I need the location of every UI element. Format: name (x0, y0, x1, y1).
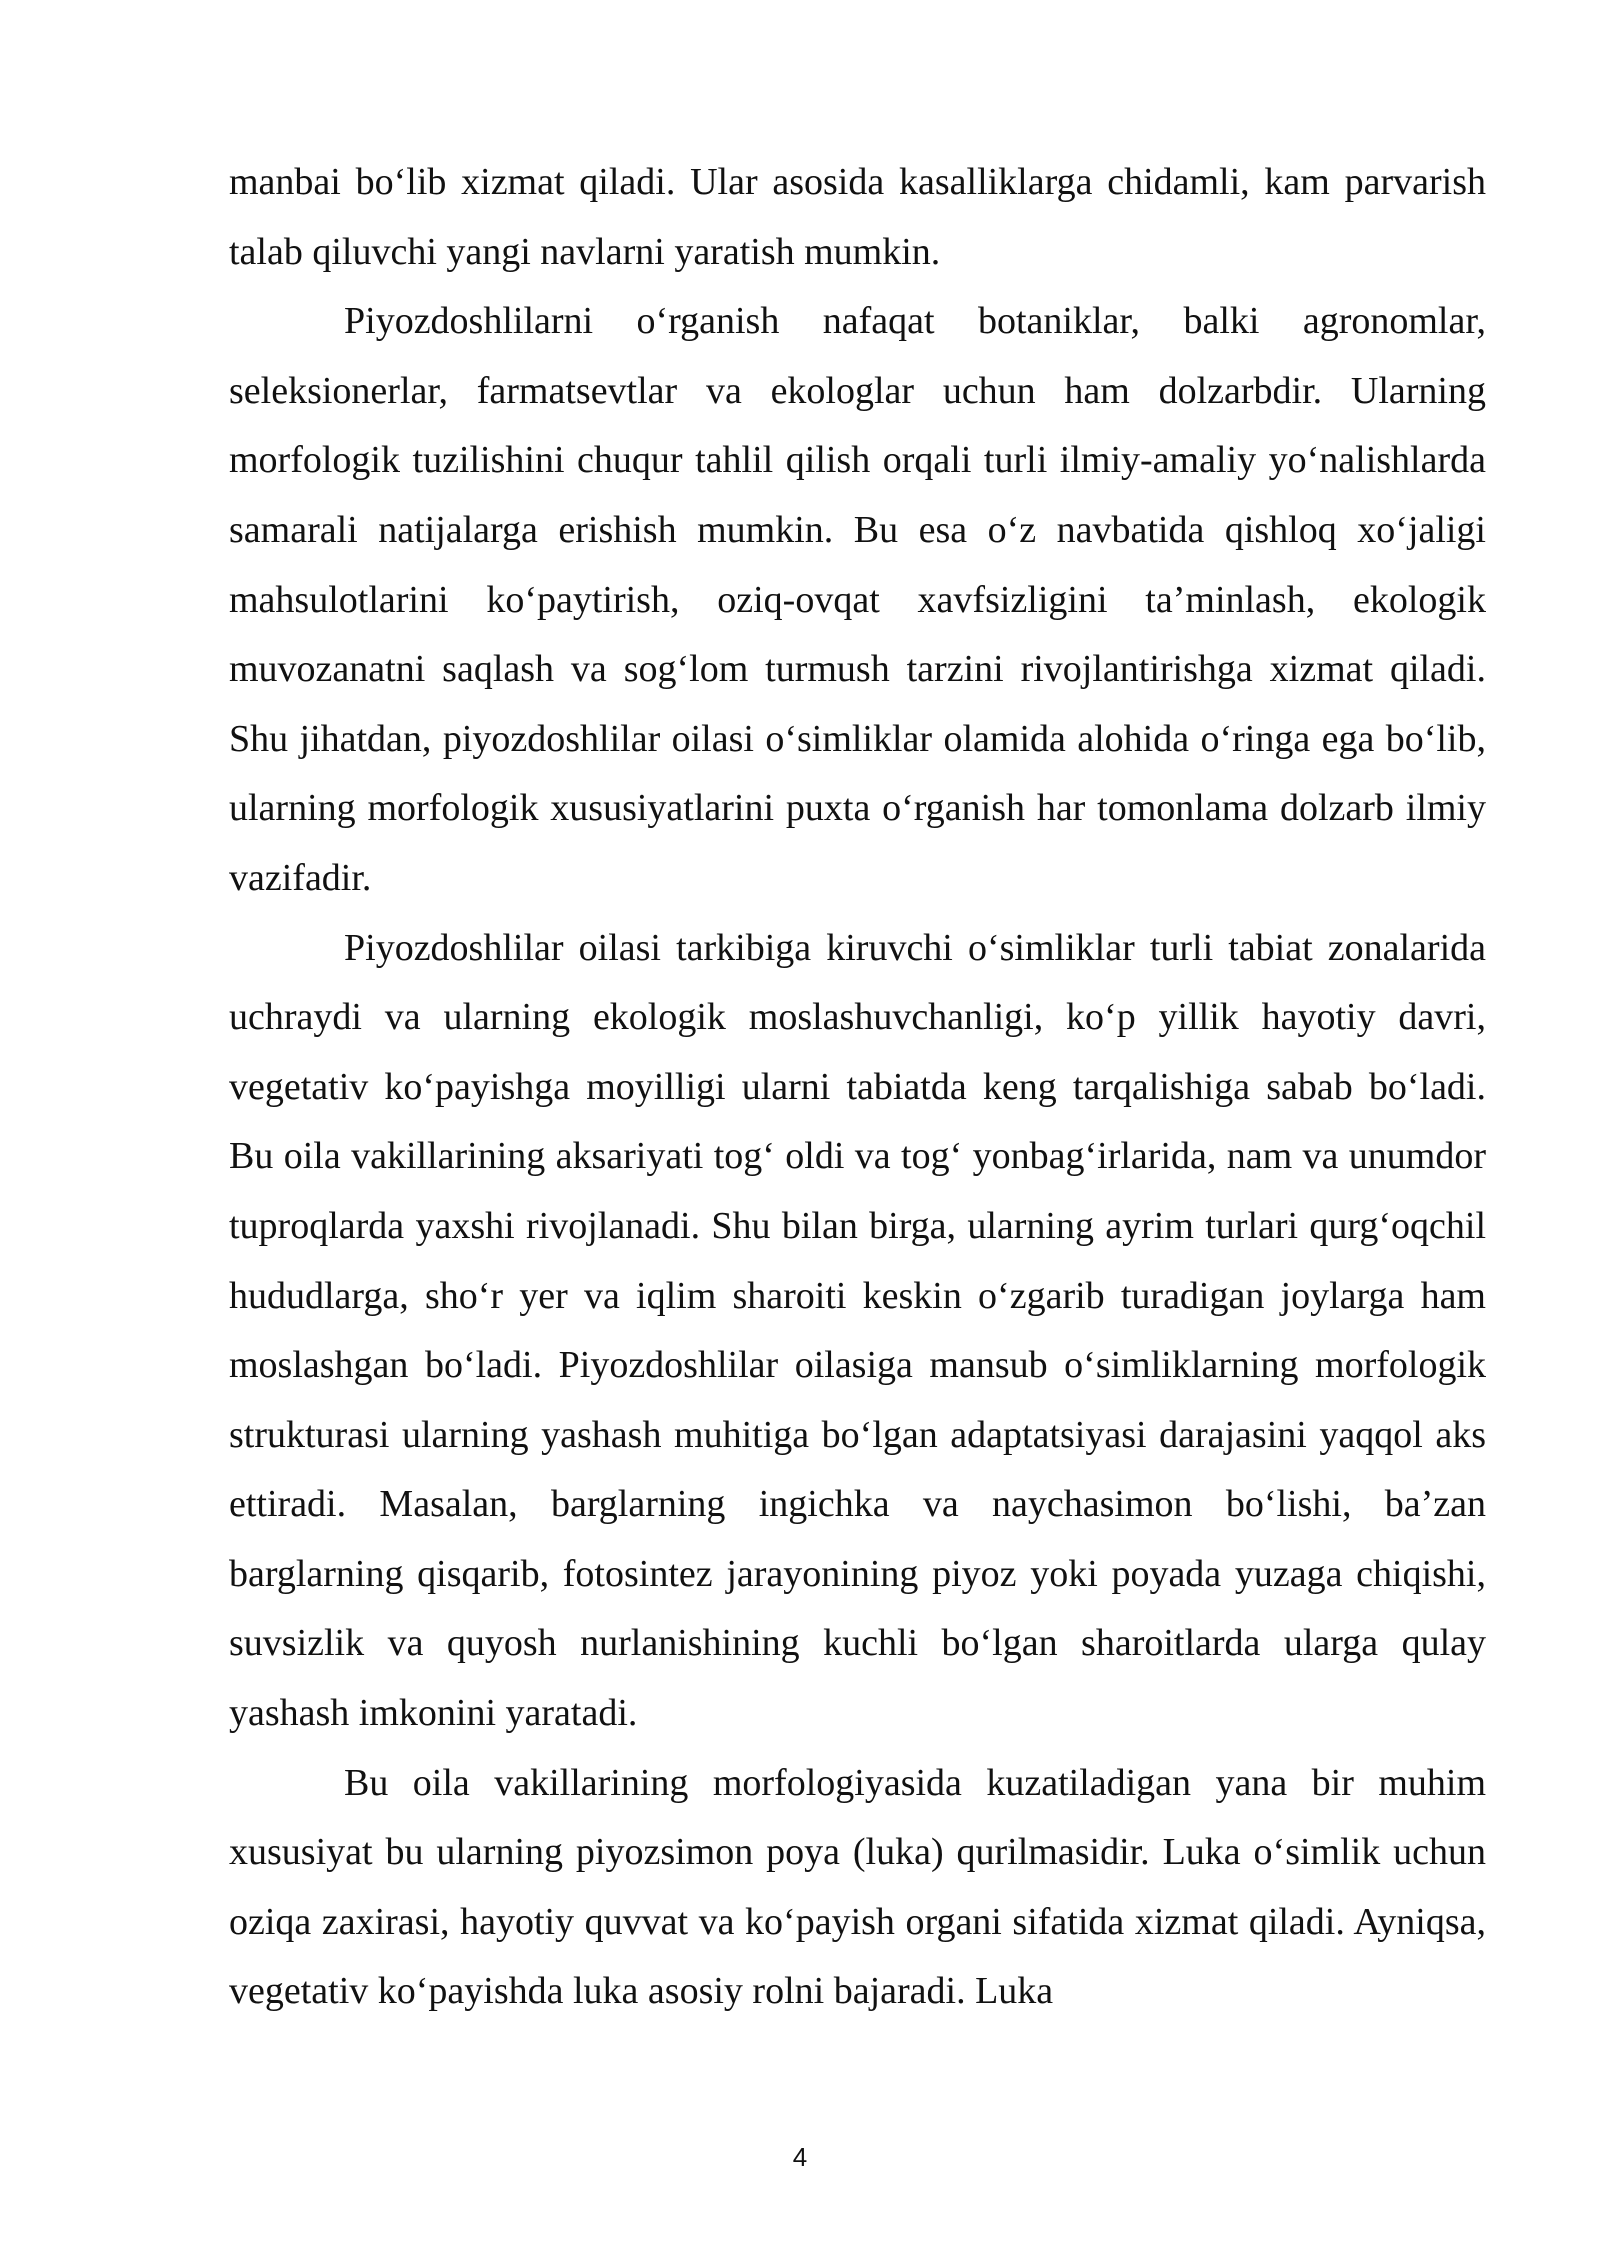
page-number: 4 (792, 2142, 808, 2172)
paragraph: Piyozdoshlilarni o‘rganish nafaqat botaniklar, balki agronomlar, seleksionerlar, farmatsevtlar va ekologlar uchun ham dolzarbdir. Ularning morfologik tuzilishini chuqur tahlil qilish orqali turli ilmiy-amaliy yo‘nalishlarda samarali natijalarga erishish mumkin. Bu esa o‘z navbatida qishloq xo‘jaligi mahsulotlarini ko‘paytirish, oziq-ovqat xavfsizligini ta’minlash, ekologik muvozanatni saqlash va sog‘lom turmush tarzini rivojlantirishga xizmat qiladi. Shu jihatdan, piyozdoshlilar oilasi o‘simliklar olamida alohida o‘ringa ega bo‘lib, ularning morfologik xususiyatlarini puxta o‘rganish har tomonlama dolzarb ilmiy vazifadir. (229, 300, 1486, 899)
body-text (229, 148, 1486, 2027)
paragraph: Bu oila vakillarining morfologiyasida kuzatiladigan yana bir muhim xususiyat bu ularning piyozsimon poya (luka) qurilmasidir. Luka o‘simlik uchun oziqa zaxirasi, hayotiy quvvat va ko‘payish organi sifatida xizmat qiladi. Ayniqsa, vegetativ ko‘payishda luka asosiy rolni bajaradi. Luka (229, 1761, 1486, 2013)
paragraph-continuation: manbai bo‘lib xizmat qiladi. Ular asosida kasalliklarga chidamli, kam parvarish talab qiluvchi yangi navlarni yaratish mumkin. (229, 161, 1486, 273)
paragraph: Piyozdoshlilar oilasi tarkibiga kiruvchi o‘simliklar turli tabiat zonalarida uchraydi va ularning ekologik moslashuvchanligi, ko‘p yillik hayotiy davri, vegetativ ko‘payishga moyilligi ularni tabiatda keng tarqalishiga sabab bo‘ladi. Bu oila vakillarining aksariyati tog‘ oldi va tog‘ yonbag‘irlarida, nam va unumdor tuproqlarda yaxshi rivojlanadi. Shu bilan birga, ularning ayrim turlari qurg‘oqchil hududlarga, sho‘r yer va iqlim sharoiti keskin o‘zgarib turadigan joylarga ham moslashgan bo‘ladi. Piyozdoshlilar oilasiga mansub o‘simliklarning morfologik strukturasi ularning yashash muhitiga bo‘lgan adaptatsiyasi darajasini yaqqol aks ettiradi. Masalan, barglarning ingichka va naychasimon bo‘lishi, ba’zan barglarning qisqarib, fotosintez jarayonining piyoz yoki poyada yuzaga chiqishi, suvsizlik va quyosh nurlanishining kuchli bo‘lgan sharoitlarda ularga qulay yashash imkonini yaratadi. (229, 926, 1486, 1735)
